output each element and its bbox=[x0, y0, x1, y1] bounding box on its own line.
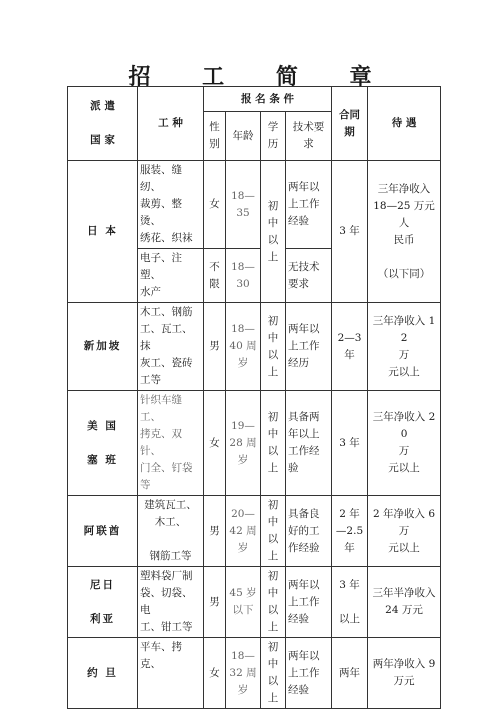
table-row bbox=[68, 567, 441, 638]
contract-cell: 3 年 以上 bbox=[332, 567, 368, 638]
contract-cell: 2—3 年 bbox=[332, 303, 368, 391]
education-cell: 初 中 以 上 bbox=[261, 303, 286, 391]
pay-cell: 三年净收入 20 万 元以上 bbox=[368, 391, 441, 496]
contract-cell: 3 年 bbox=[332, 391, 368, 496]
header-contract: 合同 期 bbox=[332, 87, 368, 161]
job-cell: 电子、注塑、 水产 bbox=[138, 249, 204, 303]
gender-cell: 男 bbox=[204, 567, 226, 638]
skill-cell: 具备两 年以上 工作经 验 bbox=[286, 391, 332, 496]
header-pay: 待 遇 bbox=[368, 87, 441, 161]
skill-cell: 两年以 上工作 经验 bbox=[286, 638, 332, 709]
job-cell: 木工、钢筋 工、瓦工、抹 灰工、瓷砖 工等 bbox=[138, 303, 204, 391]
education-cell: 初 中 以 上 bbox=[261, 567, 286, 638]
country-cell: 日 本 bbox=[68, 161, 138, 303]
table-row bbox=[68, 638, 441, 709]
skill-cell: 两年以 上工作 经历 bbox=[286, 303, 332, 391]
contract-cell: 3 年 bbox=[332, 161, 368, 303]
age-cell: 18— 40 周 岁 bbox=[226, 303, 261, 391]
education-cell: 初 中 以 上 bbox=[261, 638, 286, 709]
gender-cell: 男 bbox=[204, 303, 226, 391]
country-cell: 约 旦 bbox=[68, 638, 138, 709]
header-conditions: 报 名 条 件 bbox=[204, 87, 332, 112]
header-skill: 技术要 求 bbox=[286, 112, 332, 161]
age-cell: 18— 35 bbox=[226, 161, 261, 249]
country-cell: 美 国 塞 班 bbox=[68, 391, 138, 496]
page-title: 招 工 简 章 bbox=[128, 64, 394, 90]
education-cell: 初 中 以 上 bbox=[261, 161, 286, 303]
gender-cell: 女 bbox=[204, 391, 226, 496]
contract-cell: 2 年 —2.5 年 bbox=[332, 496, 368, 567]
table-row bbox=[68, 496, 441, 567]
job-cell: 建筑瓦工、 木工、 钢筋工等 bbox=[138, 496, 204, 567]
gender-cell: 不 限 bbox=[204, 249, 226, 303]
header-gender: 性 别 bbox=[204, 112, 226, 161]
country-cell: 阿联酋 bbox=[68, 496, 138, 567]
education-cell: 初 中 以 上 bbox=[261, 496, 286, 567]
table-row bbox=[68, 303, 441, 391]
header-job: 工 种 bbox=[138, 87, 204, 161]
gender-cell: 女 bbox=[204, 638, 226, 709]
country-cell: 尼日 利亚 bbox=[68, 567, 138, 638]
pay-cell: 两年净收入 9 万元 bbox=[368, 638, 441, 709]
age-cell: 20— 42 周 岁 bbox=[226, 496, 261, 567]
skill-cell: 两年以 上工作 经验 bbox=[286, 161, 332, 249]
header-country: 派 遣 国 家 bbox=[68, 87, 138, 161]
pay-cell: 三年净收入 18—25 万元人 民币 （以下同） bbox=[368, 161, 441, 303]
job-cell: 针织车缝工、 拷克、双针、 门全、钉袋 等 bbox=[138, 391, 204, 496]
age-cell: 18— 30 bbox=[226, 249, 261, 303]
pay-cell: 三年半净收入 24 万元 bbox=[368, 567, 441, 638]
job-cell: 服装、缝纫、 裁剪、整烫、 绣花、织袜 bbox=[138, 161, 204, 249]
age-cell: 45 岁 以下 bbox=[226, 567, 261, 638]
skill-cell: 无技术 要求 bbox=[286, 249, 332, 303]
pay-cell: 2 年净收入 6 万 元以上 bbox=[368, 496, 441, 567]
recruitment-table bbox=[67, 86, 441, 709]
contract-cell: 两年 bbox=[332, 638, 368, 709]
skill-cell: 两年以 上工作 经验 bbox=[286, 567, 332, 638]
table-row bbox=[68, 391, 441, 496]
gender-cell: 男 bbox=[204, 496, 226, 567]
table-row bbox=[68, 161, 441, 249]
education-cell: 初 中 以 上 bbox=[261, 391, 286, 496]
age-cell: 18— 32 周 岁 bbox=[226, 638, 261, 709]
header-education: 学 历 bbox=[261, 112, 286, 161]
job-cell: 平车、拷克、 bbox=[138, 638, 204, 709]
age-cell: 19— 28 周 岁 bbox=[226, 391, 261, 496]
skill-cell: 具备良 好的工 作经验 bbox=[286, 496, 332, 567]
country-cell: 新加坡 bbox=[68, 303, 138, 391]
pay-cell: 三年净收入 12 万 元以上 bbox=[368, 303, 441, 391]
gender-cell: 女 bbox=[204, 161, 226, 249]
job-cell: 塑料袋厂制 袋、切袋、电 工、钳工等 bbox=[138, 567, 204, 638]
header-age: 年龄 bbox=[226, 112, 261, 161]
